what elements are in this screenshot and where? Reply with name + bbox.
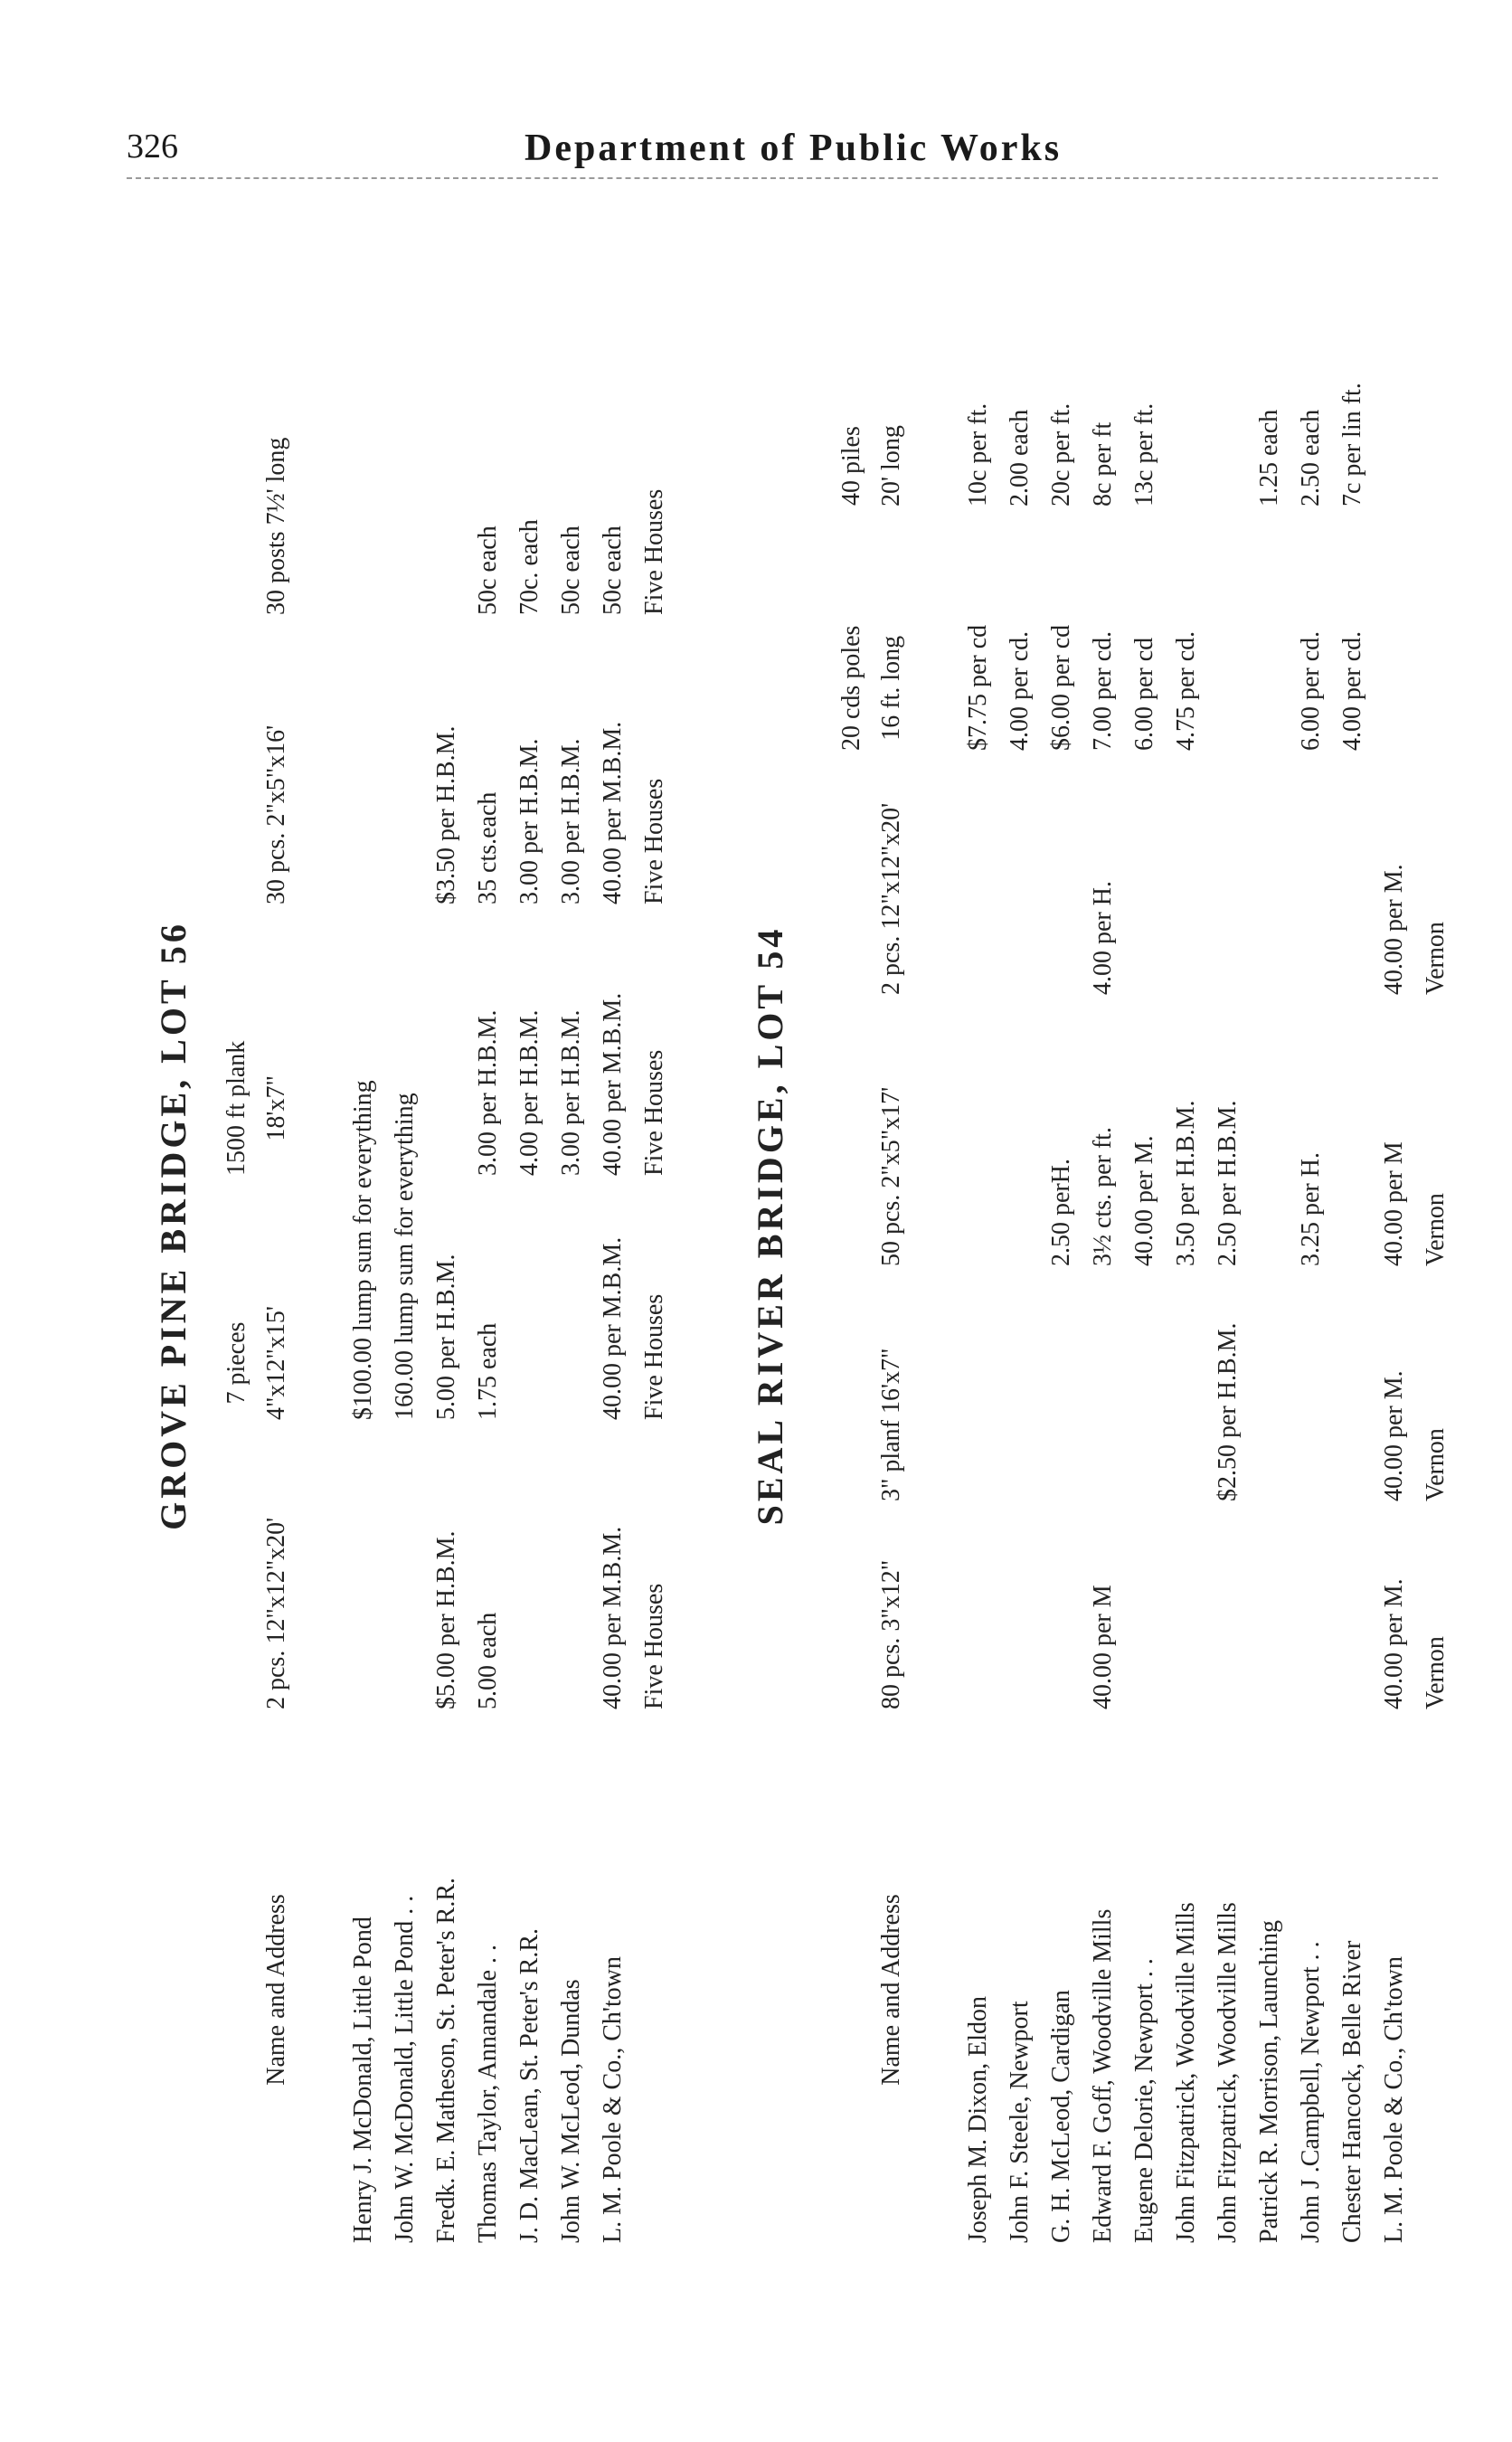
supplier-name: L. M. Poole & Co., Ch'town — [1380, 1956, 1408, 2243]
table-row — [344, 208, 383, 2243]
name-address-header: Name and Address — [262, 1894, 290, 2086]
supplier-name: John Fitzpatrick, Woodville Mills — [1214, 1902, 1242, 2243]
price-cell: 3.50 per H.B.M. — [1172, 1100, 1200, 1266]
price-cell: $3.50 per H.B.M. — [432, 725, 460, 904]
column-header-line: 2 pcs. 12"x12"x20' — [877, 802, 905, 995]
price-cell: 40.00 per M. — [1130, 1135, 1158, 1266]
column-header-line: 20 cds poles — [837, 625, 865, 751]
price-cell: 6.00 per cd — [1130, 637, 1158, 751]
price-cell: 40.00 per M — [1380, 1141, 1408, 1266]
table-row — [1167, 208, 1206, 2243]
price-cell: Five Houses — [640, 1583, 668, 1709]
column-header — [257, 438, 297, 615]
price-cell: 4.00 per cd. — [1338, 630, 1366, 751]
supplier-name: Thomas Taylor, Annandale . . — [474, 1945, 502, 2243]
table-row — [959, 208, 998, 2243]
column-header-line: 50 pcs. 2"x5"x17' — [877, 1086, 905, 1266]
supplier-name: John W. McDonald, Little Pond . . — [391, 1895, 419, 2243]
column-header-line: 30 pcs. 2"x5"x16' — [262, 724, 290, 904]
table-row — [1333, 208, 1373, 2243]
price-cell: $100.00 lump sum for everything — [349, 1080, 377, 1420]
column-header-line: 30 posts 7½' long — [262, 437, 290, 615]
price-cell: 35 cts.each — [474, 791, 502, 904]
column-header — [872, 1087, 912, 1266]
price-cell: 2.00 each — [1006, 409, 1034, 506]
price-cell: 13c per ft. — [1130, 402, 1158, 506]
column-header-line: 1500 ft plank — [222, 1040, 250, 1176]
column-header-line: 3" planf 16'x7" — [877, 1348, 905, 1501]
supplier-name: Patrick R. Morrison, Launching — [1255, 1920, 1283, 2243]
price-cell: 5.00 each — [474, 1612, 502, 1709]
rotated-tables — [127, 208, 1450, 2243]
column-header — [217, 1041, 297, 1176]
table-row — [593, 208, 633, 2243]
column-header-line: 18'x7" — [262, 1075, 290, 1141]
price-cell: 5.00 per H.B.M. — [432, 1254, 460, 1420]
column-header — [872, 803, 912, 995]
table-row — [1083, 208, 1123, 2243]
table-row — [1125, 208, 1165, 2243]
table-row — [1416, 208, 1456, 2243]
price-cell: 40.00 per M — [1089, 1585, 1117, 1709]
price-cell: Five Houses — [640, 488, 668, 615]
supplier-name: Chester Hancock, Belle River — [1338, 1940, 1366, 2243]
grove-pine-title: GROVE PINE BRIDGE, LOT 56 — [153, 921, 194, 1530]
supplier-name: John J .Campbell, Newport . . — [1297, 1941, 1325, 2243]
supplier-name: Edward F. Goff, Woodville Mills — [1089, 1908, 1117, 2243]
price-cell: 40.00 per M.B.M. — [599, 721, 627, 904]
column-header-line: 40 piles — [837, 426, 865, 506]
column-header-line: 7 pieces — [222, 1321, 250, 1405]
column-header-line: 20' long — [877, 425, 905, 506]
column-header — [257, 1518, 297, 1709]
price-cell: 50c each — [557, 525, 585, 615]
supplier-name: John Fitzpatrick, Woodville Mills — [1172, 1902, 1200, 2243]
supplier-name: Joseph M. Dixon, Eldon — [964, 1996, 992, 2243]
price-cell: 3½ cts. per ft. — [1089, 1127, 1117, 1266]
price-cell: Vernon — [1422, 1428, 1450, 1501]
table-row — [635, 208, 675, 2243]
column-header — [217, 1306, 297, 1420]
price-cell: 7c per lin ft. — [1338, 383, 1366, 506]
price-cell: 4.00 per H. — [1089, 881, 1117, 995]
price-cell: 40.00 per M. — [1380, 1578, 1408, 1709]
supplier-name: Eugene Delorie, Newport . . — [1130, 1958, 1158, 2243]
price-cell: Vernon — [1422, 1193, 1450, 1266]
supplier-name: Fredk. E. Matheson, St. Peter's R.R. — [432, 1877, 460, 2243]
page-number: 326 — [127, 128, 178, 166]
price-cell: $7.75 per cd — [964, 624, 992, 751]
price-cell: 50c each — [474, 525, 502, 615]
price-cell: 2.50 perH. — [1047, 1159, 1075, 1266]
table-row — [1375, 208, 1414, 2243]
column-header — [257, 725, 297, 904]
price-cell: 2.50 per H.B.M. — [1214, 1100, 1242, 1266]
running-title: Department of Public Works — [524, 128, 1063, 169]
supplier-name: J. D. MacLean, St. Peter's R.R. — [515, 1927, 543, 2243]
price-cell: 1.75 each — [474, 1322, 502, 1420]
price-cell: Five Houses — [640, 778, 668, 904]
column-header-line: 4"x12"x15' — [262, 1306, 290, 1420]
table-row — [510, 208, 550, 2243]
price-cell: 10c per ft. — [964, 402, 992, 506]
column-header-line: 80 pcs. 3"x12" — [877, 1559, 905, 1709]
column-header — [872, 1560, 912, 1709]
price-cell: 3.00 per H.B.M. — [474, 1009, 502, 1176]
price-cell: 40.00 per M.B.M. — [599, 1526, 627, 1709]
price-cell: 160.00 lump sum for everything — [391, 1093, 419, 1420]
table-row — [427, 208, 467, 2243]
price-cell: $6.00 per cd — [1047, 624, 1075, 751]
price-cell: 4.00 per cd. — [1006, 630, 1034, 751]
price-cell: Five Houses — [640, 1293, 668, 1420]
price-cell: Five Houses — [640, 1049, 668, 1176]
price-cell: 2.50 each — [1297, 409, 1325, 506]
price-cell: 4.00 per H.B.M. — [515, 1009, 543, 1176]
price-cell: 40.00 per M.B.M. — [599, 1236, 627, 1420]
supplier-name: G. H. McLeod, Cardigan — [1047, 1990, 1075, 2243]
column-header-line: 2 pcs. 12"x12"x20' — [262, 1517, 290, 1709]
price-cell: 40.00 per M. — [1380, 864, 1408, 995]
price-cell: 70c. each — [515, 519, 543, 615]
price-cell: 7.00 per cd. — [1089, 630, 1117, 751]
table-row — [468, 208, 508, 2243]
price-cell: Vernon — [1422, 922, 1450, 995]
supplier-name: L. M. Poole & Co., Ch'town — [599, 1956, 627, 2243]
price-cell: 3.00 per H.B.M. — [557, 738, 585, 904]
price-cell: Vernon — [1422, 1636, 1450, 1709]
seal-river-title: SEAL RIVER BRIDGE, LOT 54 — [750, 925, 790, 1526]
price-cell: 4.75 per cd. — [1172, 630, 1200, 751]
table-row — [1000, 208, 1040, 2243]
price-cell: 1.25 each — [1255, 409, 1283, 506]
table-row — [1291, 208, 1331, 2243]
header-rule — [127, 177, 1438, 179]
table-row — [552, 208, 591, 2243]
price-cell: 3.25 per H. — [1297, 1152, 1325, 1266]
column-header — [872, 1349, 912, 1501]
table-row — [1250, 208, 1290, 2243]
column-header — [832, 626, 912, 751]
price-cell: 3.00 per H.B.M. — [557, 1009, 585, 1176]
price-cell: 8c per ft — [1089, 421, 1117, 506]
price-cell: 20c per ft. — [1047, 402, 1075, 506]
price-cell: 50c each — [599, 525, 627, 615]
price-cell: 6.00 per cd. — [1297, 630, 1325, 751]
table-row — [1042, 208, 1082, 2243]
column-header — [832, 425, 912, 506]
column-header-line: 16 ft. long — [877, 635, 905, 741]
price-cell: 3.00 per H.B.M. — [515, 738, 543, 904]
price-cell: 40.00 per M.B.M. — [599, 992, 627, 1176]
supplier-name: John F. Steele, Newport — [1006, 2001, 1034, 2243]
name-address-header: Name and Address — [877, 1894, 905, 2086]
table-row — [385, 208, 425, 2243]
price-cell: 40.00 per M. — [1380, 1370, 1408, 1501]
table-row — [1208, 208, 1248, 2243]
price-cell: $5.00 per H.B.M. — [432, 1530, 460, 1709]
supplier-name: John W. McLeod, Dundas — [557, 1979, 585, 2243]
price-cell: $2.50 per H.B.M. — [1214, 1322, 1242, 1501]
supplier-name: Henry J. McDonald, Little Pond — [349, 1917, 377, 2243]
